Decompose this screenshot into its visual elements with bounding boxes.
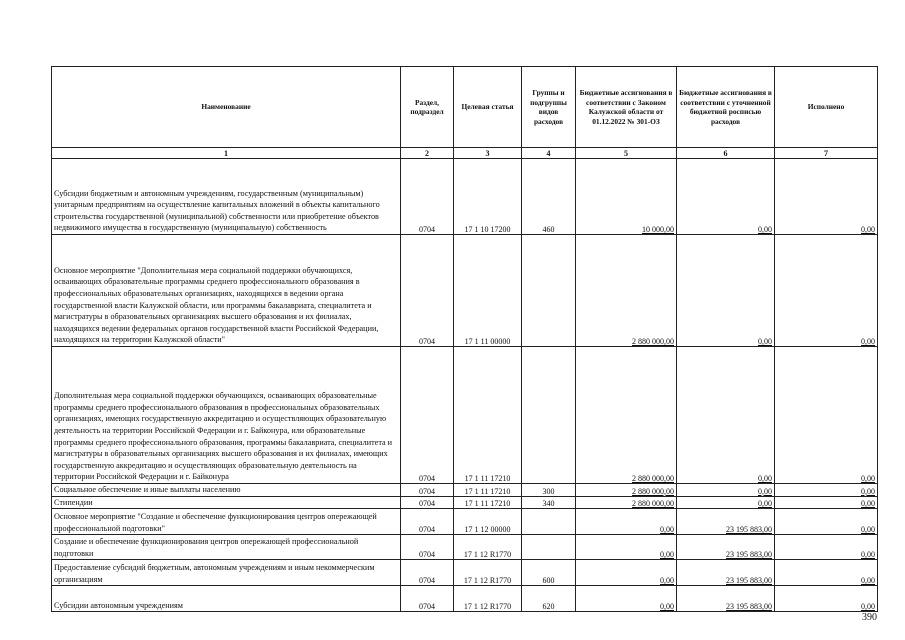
row-group: 340 [522, 496, 576, 509]
row-target: 17 1 11 17210 [454, 484, 522, 497]
row-law-amount: 0,00 [576, 535, 677, 560]
row-name: Социальное обеспечение и иные выплаты населению [52, 484, 401, 497]
row-refined-amount: 0,00 [677, 235, 775, 347]
row-refined-amount: 23 195 883,00 [677, 586, 775, 612]
row-group [522, 347, 576, 484]
row-section: 0704 [401, 586, 454, 612]
table-row [52, 560, 878, 586]
row-group: 460 [522, 159, 576, 235]
row-law-amount: 0,00 [576, 586, 677, 612]
row-name: Создание и обеспечение функционирования центров опережающей профессиональной подготовки [52, 535, 401, 560]
row-done-amount: 0,00 [775, 484, 878, 497]
table-row [52, 586, 878, 612]
row-target: 17 1 12 00000 [454, 509, 522, 535]
column-number: 7 [775, 148, 878, 159]
row-section: 0704 [401, 235, 454, 347]
row-refined-amount: 0,00 [677, 347, 775, 484]
column-number-row [52, 148, 878, 159]
column-number: 1 [52, 148, 401, 159]
row-refined-amount: 0,00 [677, 496, 775, 509]
table-header-row [52, 67, 878, 148]
row-done-amount: 0,00 [775, 159, 878, 235]
row-group [522, 235, 576, 347]
column-number: 5 [576, 148, 677, 159]
row-target: 17 1 12 R1770 [454, 535, 522, 560]
row-section: 0704 [401, 509, 454, 535]
row-done-amount: 0,00 [775, 560, 878, 586]
header-done: Исполнено [775, 67, 878, 148]
row-group [522, 509, 576, 535]
row-group: 300 [522, 484, 576, 497]
row-done-amount: 0,00 [775, 496, 878, 509]
row-law-amount: 2 880 000,00 [576, 347, 677, 484]
row-refined-amount: 23 195 883,00 [677, 560, 775, 586]
row-section: 0704 [401, 535, 454, 560]
row-name: Дополнительная мера социальной поддержки обучающихся, осваивающих образовательные программы среднего профессионального образования в профессиональных образовательных организациях, имеющих государственную аккредитацию и осуществляющих образовательную деятельность на территории Российской Федерации и г. Байконура, или образовательные программы среднего профессионального образования, программы бакалавриата, специалитета и магистратуры в образовательных организациях высшего образования и их филиалах, имеющих государственную аккредитацию и осуществляющих образовательную деятельность на территории Российской Федерации и г. Байконура [52, 347, 401, 484]
row-name: Субсидии бюджетным и автономным учреждениям, государственным (муниципальным) унитарным предприятиям на осуществление капитальных вложений в объекты капитального строительства государственной (муниципальной) собственности или приобретение объектов недвижимого имущества в государственную (муниципальную) собственность [52, 159, 401, 235]
row-section: 0704 [401, 496, 454, 509]
row-target: 17 1 10 17200 [454, 159, 522, 235]
row-done-amount: 0,00 [775, 509, 878, 535]
table-row [52, 535, 878, 560]
row-group: 600 [522, 560, 576, 586]
table-row [52, 509, 878, 535]
row-law-amount: 10 000,00 [576, 159, 677, 235]
row-name: Основное мероприятие "Создание и обеспечение функционирования центров опережающей профессиональной подготовки" [52, 509, 401, 535]
row-section: 0704 [401, 484, 454, 497]
column-number: 6 [677, 148, 775, 159]
row-group [522, 535, 576, 560]
table-row [52, 159, 878, 235]
column-number: 4 [522, 148, 576, 159]
row-law-amount: 0,00 [576, 560, 677, 586]
table-row [52, 347, 878, 484]
table-row [52, 484, 878, 497]
row-target: 17 1 11 17210 [454, 347, 522, 484]
row-refined-amount: 0,00 [677, 159, 775, 235]
header-refined: Бюджетные ассигнования в соответствии с уточненной бюджетной росписью расходов [677, 67, 775, 148]
row-name: Стипендии [52, 496, 401, 509]
table-row [52, 235, 878, 347]
header-name: Наименование [52, 67, 401, 148]
row-target: 17 1 11 00000 [454, 235, 522, 347]
row-done-amount: 0,00 [775, 347, 878, 484]
row-done-amount: 0,00 [775, 535, 878, 560]
row-target: 17 1 12 R1770 [454, 586, 522, 612]
row-law-amount: 2 880 000,00 [576, 496, 677, 509]
row-section: 0704 [401, 159, 454, 235]
header-target: Целевая статья [454, 67, 522, 148]
row-section: 0704 [401, 560, 454, 586]
row-name: Предоставление субсидий бюджетным, автономным учреждениям и иным некоммерческим организациям [52, 560, 401, 586]
row-law-amount: 2 880 000,00 [576, 484, 677, 497]
row-target: 17 1 12 R1770 [454, 560, 522, 586]
row-section: 0704 [401, 347, 454, 484]
row-group: 620 [522, 586, 576, 612]
header-group: Группы и подгруппы видов расходов [522, 67, 576, 148]
table-row [52, 496, 878, 509]
row-refined-amount: 0,00 [677, 484, 775, 497]
column-number: 2 [401, 148, 454, 159]
row-done-amount: 0,00 [775, 586, 878, 612]
row-done-amount: 0,00 [775, 235, 878, 347]
budget-table [51, 66, 878, 612]
row-law-amount: 2 880 000,00 [576, 235, 677, 347]
row-name: Основное мероприятие "Дополнительная мера социальной поддержки обучающихся, осваивающих образовательные программы среднего профессионального образования в профессиональных образовательных организациях, находящихся в ведении органа государственной власти Калужской области, или программы бакалавриата, специалитета и магистратуры в образовательных организациях высшего образования и их филиалах, находящихся ведении федеральных органов государственной власти Российской Федерации, находящихся на территории Калужской области" [52, 235, 401, 347]
header-law: Бюджетные ассигнования в соответствии с Законом Калужской области от 01.12.2022 № 301-ОЗ [576, 67, 677, 148]
column-number: 3 [454, 148, 522, 159]
row-refined-amount: 23 195 883,00 [677, 509, 775, 535]
row-target: 17 1 11 17210 [454, 496, 522, 509]
row-refined-amount: 23 195 883,00 [677, 535, 775, 560]
header-section: Раздел, подраздел [401, 67, 454, 148]
row-name: Субсидии автономным учреждениям [52, 586, 401, 612]
row-law-amount: 0,00 [576, 509, 677, 535]
page-number: 390 [862, 612, 877, 623]
